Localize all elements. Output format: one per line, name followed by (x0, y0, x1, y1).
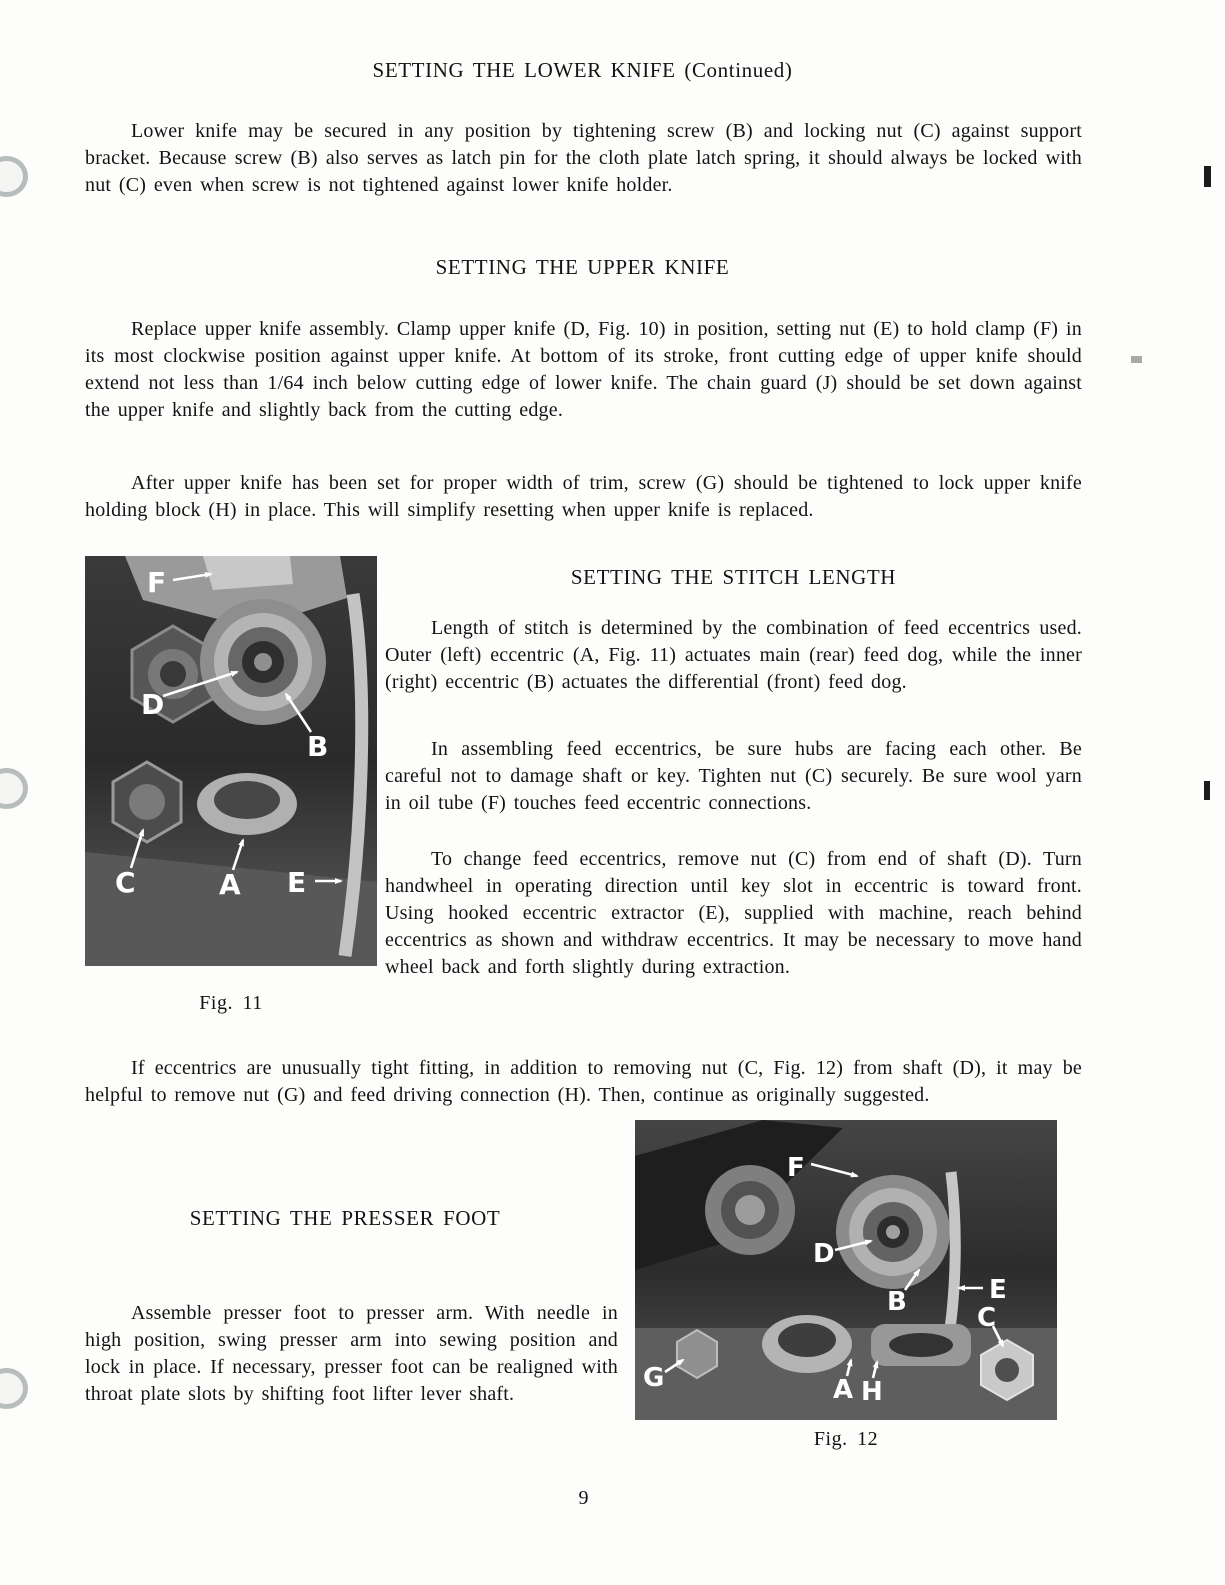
section-heading-lower-knife: SETTING THE LOWER KNIFE (Continued) (372, 58, 793, 82)
section-heading-upper-knife: SETTING THE UPPER KNIFE (435, 255, 730, 279)
figure-11-caption: Fig. 11 (199, 992, 263, 1014)
scan-smudge (1131, 356, 1142, 363)
fig12-label-b: B (887, 1287, 907, 1317)
fig11-label-e: E (287, 866, 307, 899)
figure-12-caption: Fig. 12 (813, 1428, 879, 1450)
paragraph-stitch-length-3: To change feed eccentrics, remove nut (C) from end of shaft (D). Turn handwheel in operating direction until key slot in eccentric is toward front. Using hooked eccentric extractor (E), supplied with machine, reach behind eccentrics as shown and withdraw eccentrics. It may be necessary to move hand wheel back and forth slightly during extraction. (385, 848, 1082, 978)
paragraph-upper-knife-2: After upper knife has been set for proper width of trim, screw (G) should be tightened to lock upper knife holding block (H) in place. This will simplify resetting when upper knife is replaced. (85, 472, 1082, 521)
page-number: 9 (578, 1487, 589, 1509)
fig11-collar-a-bore (214, 781, 280, 819)
edge-mark-top (1204, 166, 1211, 187)
figure-11-illustration (85, 556, 377, 966)
paragraph-upper-knife-1: Replace upper knife assembly. Clamp upper knife (D, Fig. 10) in position, setting nut (E) to hold clamp (F) in its most clockwise position against upper knife. At bottom of its stroke, front cutting edge of upper knife should extend not less than 1/64 inch below cutting edge of lower knife. The chain guard (J) should be set down against the upper knife and slightly back from the cutting edge. (85, 318, 1082, 421)
section-heading-stitch-length: SETTING THE STITCH LENGTH (570, 565, 897, 589)
punch-hole-bottom (0, 1368, 28, 1409)
figure-12-illustration (635, 1120, 1057, 1420)
fig12-label-c: C (977, 1303, 997, 1333)
punch-hole-top (0, 156, 28, 197)
section-heading-presser-foot: SETTING THE PRESSER FOOT (189, 1206, 501, 1230)
paragraph-stitch-length-2: In assembling feed eccentrics, be sure hubs are facing each other. Be careful not to damage shaft or key. Tighten nut (C) securely. Be sure wool yarn in oil tube (F) touches feed eccentric connections. (385, 738, 1082, 814)
fig11-label-f: F (147, 566, 167, 599)
figure-11-photo (85, 556, 377, 966)
fig12-label-g: G (643, 1363, 665, 1393)
punch-hole-middle (0, 768, 28, 809)
fig12-label-e: E (989, 1275, 1007, 1305)
edge-mark-middle (1204, 781, 1210, 800)
fig11-label-b: B (307, 730, 329, 763)
fig12-label-f: F (787, 1153, 805, 1183)
fig12-shaft-end (886, 1225, 900, 1239)
fig12-nut-c-bore (995, 1358, 1019, 1382)
fig11-label-d: D (141, 688, 165, 721)
paragraph-stitch-length-4: If eccentrics are unusually tight fitting, in addition to removing nut (C, Fig. 12) from shaft (D), it may be helpful to remove nut (G) and feed driving connection (H). Then, continue as originally suggested. (85, 1057, 1082, 1106)
fig11-clamp-highlight (203, 556, 293, 590)
fig11-label-a: A (219, 868, 241, 901)
paragraph-stitch-length-1: Length of stitch is determined by the combination of feed eccentrics used. Outer (left) eccentric (A, Fig. 11) actuates main (rear) feed dog, while the inner (right) eccentric (B) actuates the differential (front) feed dog. (385, 617, 1082, 693)
fig11-shaft-end (254, 653, 272, 671)
fig11-hex-nut-bore (160, 661, 186, 687)
fig12-label-d: D (813, 1239, 835, 1269)
fig12-label-a: A (833, 1375, 854, 1405)
fig12-feed-connection-slot (889, 1333, 953, 1357)
fig11-label-c: C (115, 866, 136, 899)
paragraph-presser-foot-1: Assemble presser foot to presser arm. With needle in high position, swing presser arm into sewing position and lock in place. If necessary, presser foot can be realigned with throat plate slots by shifting foot lifter lever shaft. (85, 1302, 618, 1405)
fig12-collar-bore (778, 1323, 836, 1357)
fig12-label-h: H (861, 1377, 883, 1407)
fig11-nut-c-inner (129, 784, 165, 820)
figure-12-photo (635, 1120, 1057, 1420)
fig12-left-bearing-hub (735, 1195, 765, 1225)
paragraph-lower-knife-1: Lower knife may be secured in any position by tightening screw (B) and locking nut (C) against support bracket. Because screw (B) also serves as latch pin for the cloth plate latch spring, it should always be locked with nut (C) even when screw is not tightened against lower knife holder. (85, 120, 1082, 196)
